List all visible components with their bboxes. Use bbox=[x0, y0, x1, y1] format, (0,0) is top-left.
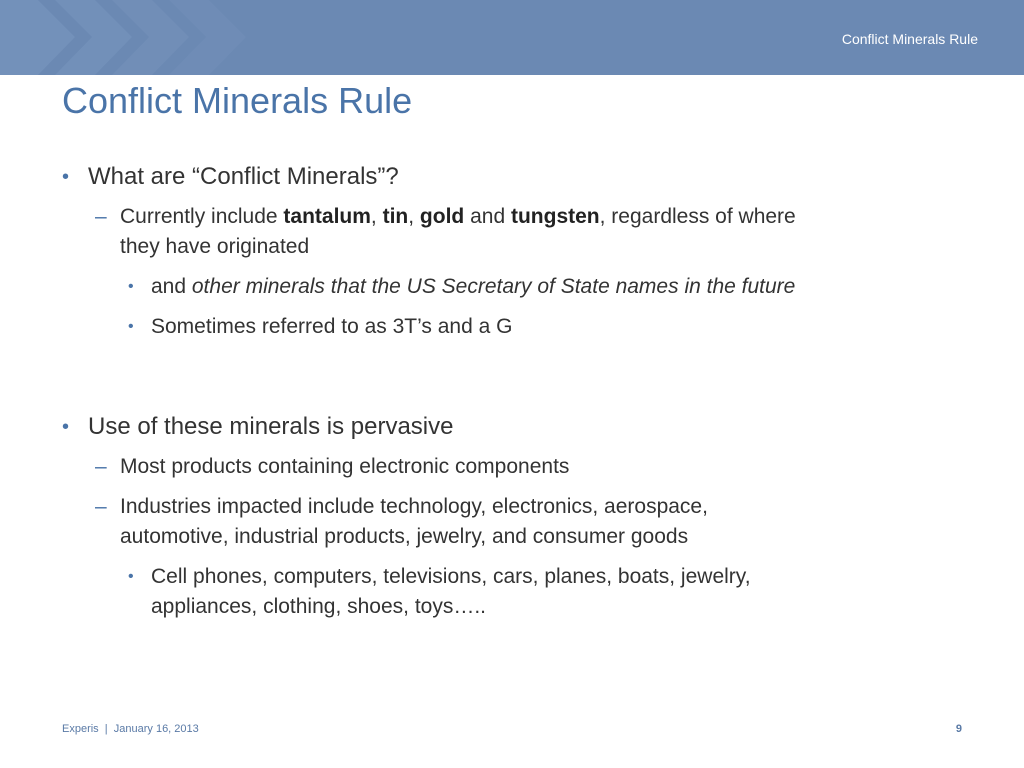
text-tungsten: tungsten bbox=[510, 205, 600, 228]
text-and: and bbox=[464, 205, 511, 228]
dash-marker: – bbox=[95, 495, 107, 518]
sub-bullet-electronic-components: Most products containing electronic components bbox=[120, 455, 570, 478]
text-comma: , bbox=[408, 205, 420, 228]
footer-company-date: Experis | January 16, 2013 bbox=[62, 723, 199, 735]
sub-bullet-industries-line2: automotive, industrial products, jewelry, and consumer goods bbox=[120, 525, 689, 548]
text-and: and bbox=[151, 275, 192, 298]
text-currently-include: Currently include bbox=[120, 205, 284, 228]
sub-bullet-currently-include bbox=[120, 205, 796, 229]
sub-sub-bullet-products-line2: appliances, clothing, shoes, toys….. bbox=[151, 595, 487, 618]
bullet-dot: • bbox=[128, 278, 134, 295]
sub-sub-bullet-other-minerals bbox=[151, 275, 795, 299]
text-comma: , bbox=[370, 205, 383, 228]
text-regardless: , regardless of where bbox=[599, 205, 796, 228]
sub-bullet-industries-line1: Industries impacted include technology, electronics, aerospace, bbox=[120, 495, 708, 518]
header-title: Conflict Minerals Rule bbox=[841, 31, 978, 47]
bullet-conflict-minerals-question: What are “Conflict Minerals”? bbox=[88, 163, 399, 190]
sub-sub-bullet-3ts-and-a-g: Sometimes referred to as 3T’s and a G bbox=[151, 315, 513, 338]
sub-bullet-continuation: they have originated bbox=[120, 235, 310, 258]
bullet-dot: • bbox=[128, 568, 134, 585]
bullet-dot: • bbox=[128, 318, 134, 335]
bullet-dot: • bbox=[62, 166, 70, 188]
text-other-minerals-italic: other minerals that the US Secretary of State names in the future bbox=[191, 275, 796, 298]
dash-marker: – bbox=[95, 205, 107, 228]
text-gold: gold bbox=[419, 205, 465, 228]
sub-sub-bullet-products-line1: Cell phones, computers, televisions, cars, planes, boats, jewelry, bbox=[151, 565, 751, 588]
text-tantalum: tantalum bbox=[283, 205, 371, 228]
page-number: 9 bbox=[955, 723, 962, 735]
bullet-dot: • bbox=[62, 416, 70, 438]
slide-title: Conflict Minerals Rule bbox=[62, 80, 413, 121]
bullet-use-pervasive: Use of these minerals is pervasive bbox=[88, 413, 454, 440]
dash-marker: – bbox=[95, 455, 107, 478]
text-tin: tin bbox=[382, 205, 409, 228]
